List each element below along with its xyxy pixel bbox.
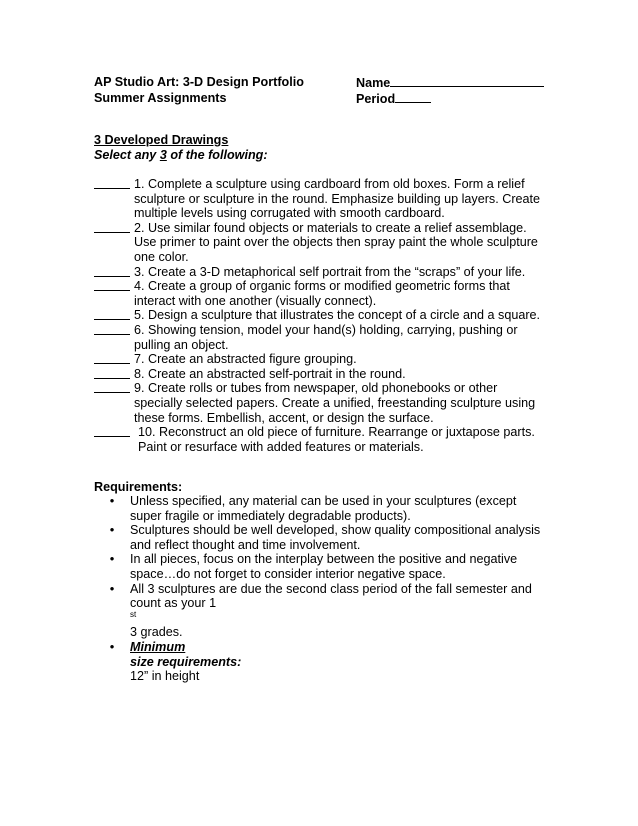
bullet-icon: • (109, 580, 115, 596)
requirement-line (130, 596, 554, 640)
size-requirements-label: size requirements: (130, 654, 242, 669)
assignment-text (134, 367, 554, 382)
requirement-text (130, 552, 554, 581)
requirement-text (130, 494, 554, 523)
header-row-1 (94, 75, 554, 91)
period-label: Period (356, 92, 396, 106)
requirement-line: super fragile or immediately degradable products). (130, 508, 411, 523)
requirement-line: All 3 sculptures are due the second class period of the fall semester and (130, 581, 532, 596)
checkbox-blank-line (94, 367, 130, 379)
document-header (94, 75, 554, 107)
minimum-word: Minimum (130, 639, 186, 654)
assignment-text (134, 221, 554, 265)
assignment-subtitle: Summer Assignments (94, 91, 227, 105)
assignment-line: 2. Use similar found objects or materials to create a relief assemblage. (134, 220, 527, 235)
assignment-item (94, 279, 554, 308)
assignment-item (94, 425, 554, 454)
ordinal-superscript: st (130, 609, 137, 619)
instruction-prefix: Select any (94, 148, 160, 162)
assignment-line: Use primer to paint over the objects then spray paint the whole sculpture (134, 235, 538, 250)
checkbox-blank-line (94, 381, 130, 393)
assignment-text (134, 279, 554, 308)
requirement-line: In all pieces, focus on the interplay between the positive and negative (130, 552, 518, 567)
assignment-item (94, 177, 554, 221)
assignment-line: specially selected papers. Create a unified, freestanding sculpture using (134, 395, 536, 410)
instruction-suffix: of the following: (166, 148, 268, 162)
assignment-text (134, 265, 554, 280)
assignment-line: one color. (134, 249, 189, 264)
minimum-size-title (130, 640, 554, 669)
assignment-text (134, 425, 554, 454)
assignment-line: 4. Create a group of organic forms or modified geometric forms that (134, 279, 510, 294)
assignment-line: 5. Design a sculpture that illustrates the concept of a circle and a square. (134, 308, 541, 323)
assignment-line: 8. Create an abstracted self-portrait in the round. (134, 366, 406, 381)
period-field (356, 91, 431, 107)
assignment-text (134, 352, 554, 367)
bullet-icon: • (109, 493, 115, 508)
checkbox-blank-line (94, 177, 130, 189)
assignment-line: 7. Create an abstracted figure grouping. (134, 352, 357, 367)
requirement-item (94, 523, 554, 552)
assignment-text (134, 308, 554, 323)
requirement-text (130, 523, 554, 552)
assignment-line: sculpture or sculpture in the round. Emphasize building up layers. Create (134, 191, 541, 206)
assignment-item (94, 381, 554, 425)
requirement-item (94, 640, 554, 684)
name-field (356, 75, 544, 91)
assignment-line: these forms. Embellish, accent, or design the surface. (134, 410, 434, 425)
requirement-text (130, 640, 554, 684)
assignment-item (94, 323, 554, 352)
period-blank-line (395, 91, 431, 103)
assignment-line: Paint or resurface with added features or materials. (138, 439, 424, 454)
assignment-item (94, 308, 554, 323)
bullet-icon: • (109, 551, 115, 567)
checkbox-blank-line (94, 279, 130, 291)
size-detail: 12” in height (130, 669, 200, 684)
assignment-line: 3. Create a 3-D metaphorical self portrait from the “scraps” of your life. (134, 264, 526, 279)
assignment-text (134, 177, 554, 221)
assignment-line: 9. Create rolls or tubes from newspaper, old phonebooks or other (134, 381, 498, 396)
assignment-item (94, 265, 554, 280)
requirement-line: Unless specified, any material can be used in your sculptures (except (130, 494, 517, 508)
assignment-line: 6. Showing tension, model your hand(s) holding, carrying, pushing or (134, 322, 518, 337)
assignment-line: interact with one another (visually connect). (134, 293, 377, 308)
checkbox-blank-line (94, 323, 130, 335)
assignment-item (94, 352, 554, 367)
checkbox-blank-line (94, 265, 130, 277)
assignment-text (134, 381, 554, 425)
instruction-number: 3 (159, 148, 167, 162)
requirements-list (94, 494, 554, 684)
requirement-item (94, 582, 554, 640)
requirement-line: space…do not forget to consider interior negative space. (130, 566, 446, 581)
requirements-title: Requirements: (94, 480, 183, 494)
requirement-text (130, 582, 554, 640)
assignment-text (134, 323, 554, 352)
assignment-list (94, 177, 554, 454)
section-title: 3 Developed Drawings (94, 133, 229, 147)
grades-prefix: count as your 1 (130, 596, 217, 611)
header-row-2 (94, 91, 554, 107)
requirement-line: and reflect thought and time involvement. (130, 537, 361, 552)
bullet-icon: • (109, 522, 115, 538)
assignment-line: pulling an object. (134, 337, 229, 352)
checkbox-blank-line (94, 425, 130, 437)
assignment-line: multiple levels using corrugated with smooth cardboard. (134, 206, 445, 221)
bullet-icon: • (109, 638, 115, 654)
checkbox-blank-line (94, 308, 130, 320)
assignment-item (94, 367, 554, 382)
checkbox-blank-line (94, 352, 130, 364)
name-blank-line (390, 75, 544, 87)
assignment-line: 1. Complete a sculpture using cardboard from old boxes. Form a relief (134, 177, 525, 191)
assignment-item (94, 221, 554, 265)
requirement-item (94, 494, 554, 523)
name-label: Name (356, 76, 391, 90)
requirement-line: Sculptures should be well developed, show quality compositional analysis (130, 523, 541, 538)
requirement-item (94, 552, 554, 581)
checkbox-blank-line (94, 221, 130, 233)
grades-suffix: 3 grades. (130, 625, 183, 640)
section-instruction (94, 148, 268, 163)
course-title: AP Studio Art: 3-D Design Portfolio (94, 75, 304, 89)
assignment-line: 10. Reconstruct an old piece of furniture. Rearrange or juxtapose parts. (138, 425, 535, 440)
